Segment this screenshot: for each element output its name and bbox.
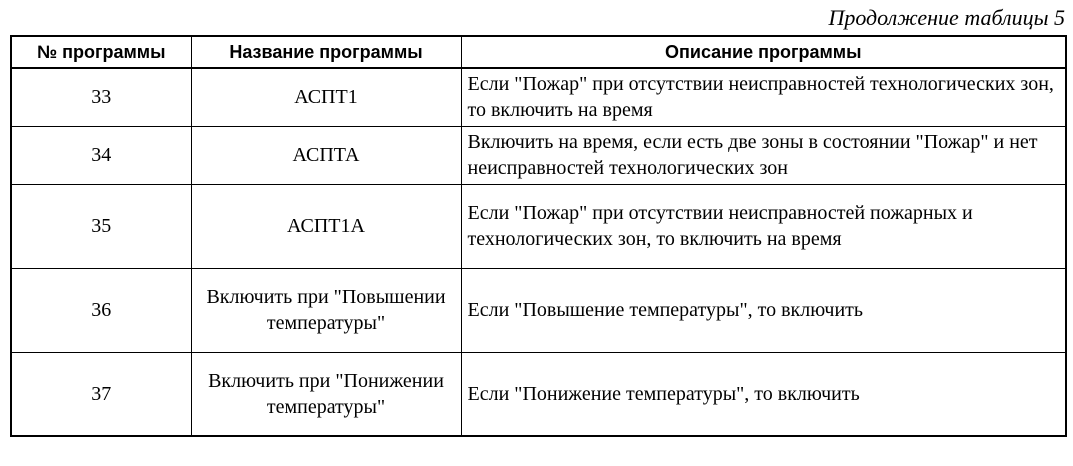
table-row xyxy=(11,184,1066,268)
programs-table xyxy=(10,35,1067,437)
program-description-cell: Если "Повышение температуры", то включить xyxy=(461,268,1066,352)
program-description-cell: Если "Пожар" при отсутствии неисправностей пожарных и технологических зон, то включить на время xyxy=(461,184,1066,268)
program-number-cell: 35 xyxy=(11,184,191,268)
program-description-cell: Если "Пожар" при отсутствии неисправностей технологических зон, то включить на время xyxy=(461,68,1066,126)
table-row xyxy=(11,352,1066,436)
header-program-number: № программы xyxy=(11,36,191,68)
program-description-cell: Включить на время, если есть две зоны в состоянии "Пожар" и нет неисправностей технологических зон xyxy=(461,126,1066,184)
program-number-cell: 37 xyxy=(11,352,191,436)
program-number-cell: 33 xyxy=(11,68,191,126)
program-name-cell: Включить при "Понижении температуры" xyxy=(191,352,461,436)
table-continuation-caption: Продолжение таблицы 5 xyxy=(828,5,1065,30)
header-program-description: Описание программы xyxy=(461,36,1066,68)
program-number-cell: 34 xyxy=(11,126,191,184)
program-name-cell: Включить при "Повышении температуры" xyxy=(191,268,461,352)
table-row xyxy=(11,68,1066,126)
program-name-cell: АСПТА xyxy=(191,126,461,184)
header-program-name: Название программы xyxy=(191,36,461,68)
program-name-cell: АСПТ1А xyxy=(191,184,461,268)
program-name-cell: АСПТ1 xyxy=(191,68,461,126)
table-row xyxy=(11,126,1066,184)
table-row xyxy=(11,268,1066,352)
program-description-cell: Если "Понижение температуры", то включить xyxy=(461,352,1066,436)
table-header-row xyxy=(11,36,1066,68)
program-number-cell: 36 xyxy=(11,268,191,352)
